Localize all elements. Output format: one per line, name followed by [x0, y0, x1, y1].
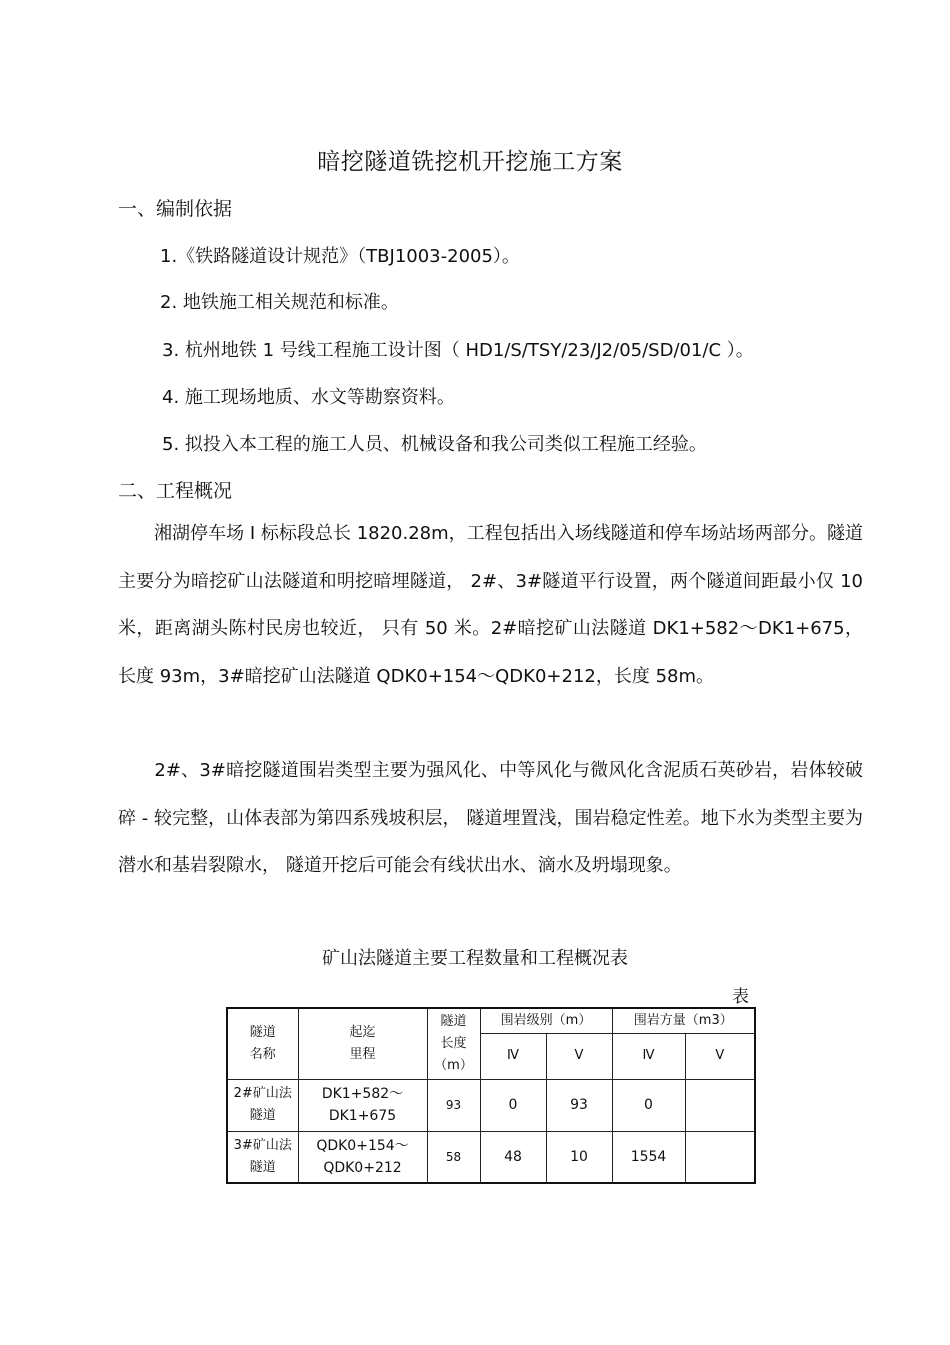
document-title: 暗挖隧道铣挖机开挖施工方案	[317, 149, 623, 175]
cell-length: 93	[427, 1079, 480, 1131]
cell-tunnel-name: 3#矿山法 隧道	[227, 1131, 298, 1183]
header-volume-iv: Ⅳ	[612, 1033, 685, 1079]
cell-chainage: QDK0+154～ QDK0+212	[298, 1131, 427, 1183]
section-heading-basis: 一、编制依据	[118, 198, 233, 220]
table-caption: 矿山法隧道主要工程数量和工程概况表	[322, 948, 628, 969]
basis-item-5: 5. 拟投入本工程的施工人员、机械设备和我公司类似工程施工经验。	[162, 434, 707, 455]
table-row	[227, 1079, 755, 1131]
overview-paragraph-1: 湘湖停车场 Ⅰ 标标段总长 1820.28m，工程包括出入场线隧道和停车场站场两部分。隧道主要分为暗挖矿山法隧道和明挖暗埋隧道， 2#、3#隧道平行设置，两个隧道间距最小仅 10 米，距离湖头陈村民房也较近， 只有 50 米。2#暗挖矿山法隧道 DK1+582～DK1+675，长度 93m，3#暗挖矿山法隧道 QDK0+154～QDK0+212，长度 58m。	[118, 523, 863, 687]
overview-paragraph-2: 2#、3#暗挖隧道围岩类型主要为强风化、中等风化与微风化含泥质石英砂岩，岩体较破碎 - 较完整，山体表部为第四系残坡积层， 隧道埋置浅，围岩稳定性差。地下水为类型主要为潜水和基岩裂隙水， 隧道开挖后可能会有线状出水、滴水及坍塌现象。	[118, 760, 863, 876]
cell-volume-iv: 0	[612, 1079, 685, 1131]
basis-item-4: 4. 施工现场地质、水文等勘察资料。	[162, 387, 455, 408]
header-grade-iv: Ⅳ	[480, 1033, 546, 1079]
cell-grade-iv: 0	[480, 1079, 546, 1131]
header-chainage: 起迄 里程	[298, 1008, 427, 1079]
cell-volume-v	[685, 1079, 755, 1131]
cell-volume-v	[685, 1131, 755, 1183]
header-grade-v: Ⅴ	[546, 1033, 612, 1079]
header-tunnel-name: 隧道 名称	[227, 1008, 298, 1079]
table-label: 表	[732, 987, 749, 1007]
cell-tunnel-name: 2#矿山法 隧道	[227, 1079, 298, 1131]
header-volume-v: Ⅴ	[685, 1033, 755, 1079]
header-rock-volume: 围岩方量（m3）	[612, 1008, 755, 1033]
header-rock-grade: 围岩级别（m）	[480, 1008, 612, 1033]
cell-grade-v: 10	[546, 1131, 612, 1183]
cell-length: 58	[427, 1131, 480, 1183]
section-heading-overview: 二、工程概况	[118, 480, 233, 502]
basis-item-1: 1.《铁路隧道设计规范》（TBJ1003-2005）。	[160, 246, 520, 267]
basis-item-2: 2. 地铁施工相关规范和标准。	[160, 292, 399, 313]
basis-item-3: 3. 杭州地铁 1 号线工程施工设计图（ HD1/S/TSY/23/J2/05/SD/01/C ）。	[162, 340, 754, 361]
cell-chainage: DK1+582～DK1+675	[298, 1079, 427, 1131]
cell-grade-v: 93	[546, 1079, 612, 1131]
table-row	[227, 1131, 755, 1183]
tunnel-quantity-table	[226, 1007, 756, 1184]
header-length: 隧道 长度 （m）	[427, 1008, 480, 1079]
cell-grade-iv: 48	[480, 1131, 546, 1183]
cell-volume-iv: 1554	[612, 1131, 685, 1183]
